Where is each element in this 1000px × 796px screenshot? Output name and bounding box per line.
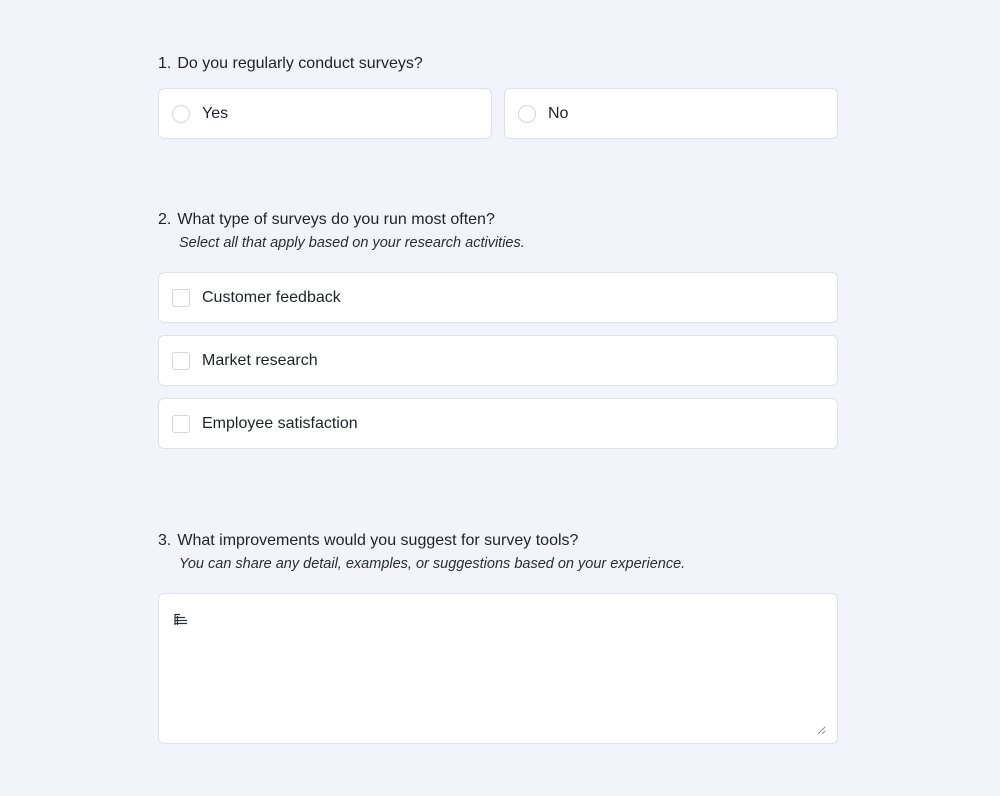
radio-option-no-label: No	[548, 104, 569, 122]
checkbox-option-market-research[interactable]	[158, 335, 838, 386]
question-3-number: 3.	[158, 532, 172, 549]
question-1	[158, 54, 838, 74]
checkbox-option-label: Customer feedback	[202, 288, 341, 306]
resize-handle-icon[interactable]	[817, 726, 826, 735]
question-1-title	[158, 54, 838, 74]
question-1-number: 1.	[158, 55, 172, 72]
radio-option-no[interactable]	[504, 88, 838, 139]
text-align-left-icon	[174, 613, 188, 627]
question-2-hint: Select all that apply based on your research activities.	[179, 235, 525, 251]
question-2-text: What type of surveys do you run most often?	[177, 211, 495, 228]
checkbox-market-research[interactable]	[172, 352, 190, 370]
checkbox-option-label: Market research	[202, 351, 318, 369]
checkbox-customer-feedback[interactable]	[172, 289, 190, 307]
question-3	[158, 531, 838, 573]
suggestions-textarea[interactable]	[159, 594, 837, 743]
question-2-number: 2.	[158, 211, 172, 228]
suggestions-textarea-container	[158, 593, 838, 744]
question-3-text: What improvements would you suggest for survey tools?	[177, 532, 579, 549]
checkbox-employee-satisfaction[interactable]	[172, 415, 190, 433]
radio-yes[interactable]	[172, 105, 190, 123]
checkbox-option-label: Employee satisfaction	[202, 414, 358, 432]
question-2-title	[158, 210, 838, 230]
question-3-hint: You can share any detail, examples, or suggestions based on your experience.	[179, 556, 686, 572]
radio-option-yes-label: Yes	[202, 104, 229, 122]
question-2	[158, 210, 838, 252]
checkbox-option-employee-satisfaction[interactable]	[158, 398, 838, 449]
radio-option-yes[interactable]	[158, 88, 492, 139]
radio-no[interactable]	[518, 105, 536, 123]
checkbox-option-customer-feedback[interactable]	[158, 272, 838, 323]
question-1-text: Do you regularly conduct surveys?	[177, 55, 423, 72]
question-3-title	[158, 531, 838, 551]
